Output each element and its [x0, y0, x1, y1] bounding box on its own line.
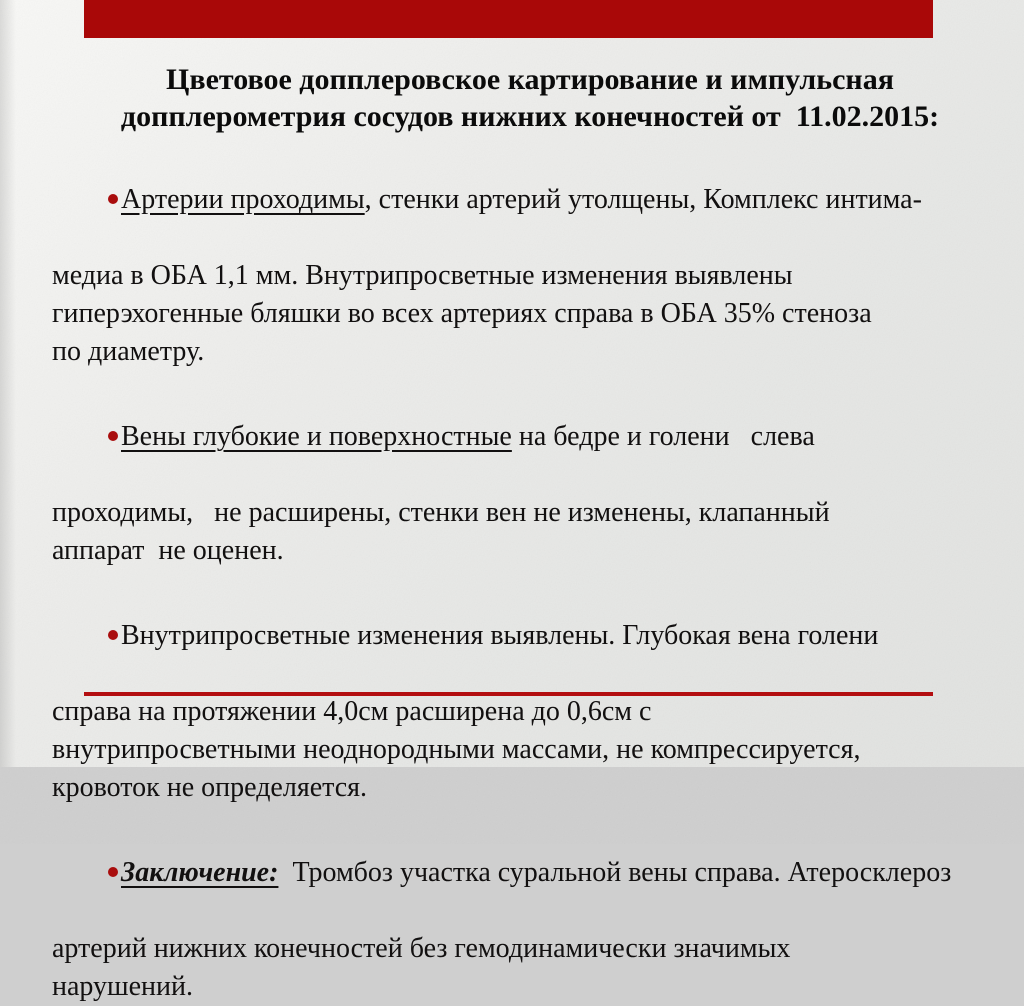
- left-edge-shading: [0, 0, 16, 767]
- bullet-text-line: , стенки артерий утолщены, Комплекс интима-: [364, 184, 922, 215]
- bullet-item-arteries: [52, 143, 992, 371]
- title-line-2: допплерометрия сосудов нижних конечностей от 11.02.2015:: [120, 100, 940, 133]
- conclusion-label-underlined: Заключение:: [121, 857, 279, 888]
- bullet-text-line: медиа в ОБА 1,1 мм. Внутрипросветные изменения выявлены: [52, 260, 793, 291]
- bullet-dot-icon: [108, 867, 118, 877]
- bullet-list: [52, 143, 992, 1006]
- bullet-text-line: Тромбоз участка суральной вены справа. Атеросклероз: [278, 857, 952, 888]
- bullet-text-line: нарушений.: [52, 971, 193, 1002]
- bullet-text-line: гиперэхогенные бляшки во всех артериях справа в ОБА 35% стеноза: [52, 298, 872, 329]
- bullet-text-line: по диаметру.: [52, 336, 205, 367]
- bullet-text-line: на бедре и голени слева: [511, 421, 815, 452]
- bullet-text-line: справа на протяжении 4,0см расширена до 0,6см с: [52, 696, 652, 727]
- slide-title: [70, 61, 990, 135]
- bullet-dot-icon: [108, 431, 118, 441]
- bullet-item-conclusion: [52, 816, 992, 1006]
- bullet-text-line: внутрипросветными неоднородными массами, не компрессируется,: [52, 734, 861, 765]
- bullet-lead-underlined: Вены глубокие и поверхностные: [121, 421, 512, 452]
- bullet-lead-underlined: Артерии проходимы: [121, 184, 365, 215]
- bullet-text-line: проходимы, не расширены, стенки вен не изменены, клапанный: [52, 497, 830, 528]
- top-accent-bar: [84, 0, 933, 38]
- bullet-item-veins: [52, 380, 992, 570]
- bullet-text-line: Внутрипросветные изменения выявлены. Глубокая вена голени: [121, 620, 879, 651]
- bullet-dot-icon: [108, 630, 118, 640]
- bullet-text-line: артерий нижних конечностей без гемодинамически значимых: [52, 933, 791, 964]
- bottom-accent-rule: [84, 692, 933, 696]
- title-line-1: Цветовое допплеровское картирование и импульсная: [166, 63, 894, 96]
- bullet-text-line: кровоток не определяется.: [52, 772, 368, 803]
- bullet-text-line: аппарат не оценен.: [52, 535, 284, 566]
- bullet-dot-icon: [108, 194, 118, 204]
